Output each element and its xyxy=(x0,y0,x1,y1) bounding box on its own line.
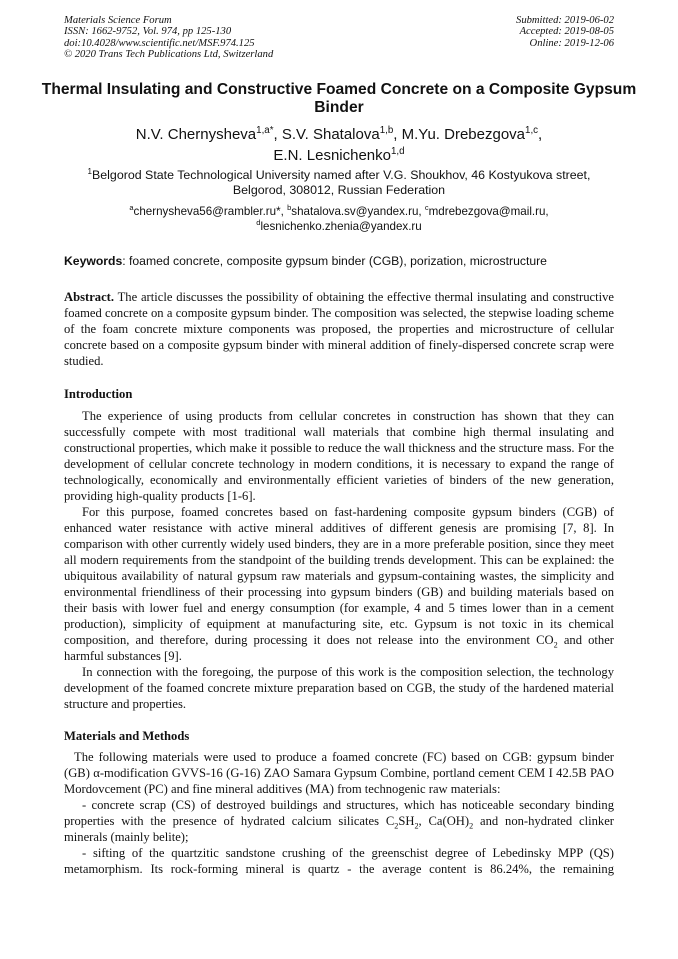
section-heading: Materials and Methods xyxy=(64,729,190,743)
author: S.V. Shatalova$^{1,b}$, xyxy=(281,125,402,143)
paragraph: The following materials were used to produce a foamed concrete (FC) based on CGB: gypsum binder (GB) α-modification GVVS-16 (G-16) ZAO Samara Gypsum Combine, portland cement CEM I 42.5B PAO Mordovcement (PC) and fine mineral additives (MA) from technogenic raw materials: xyxy=(64,750,614,796)
email: $^c$mdrebezgova@mail.ru, xyxy=(424,203,549,218)
author: N.V. Chernysheva$^{1,a*}$, xyxy=(135,125,282,143)
introduction-section xyxy=(64,386,614,712)
paper-title: Thermal Insulating and Constructive Foamed Concrete on a Composite Gypsum Binder xyxy=(41,81,637,116)
submitted-date: Submitted: 2019-06-02 xyxy=(516,15,614,26)
paragraph: - sifting of the quartzitic sandstone crushing of the greenschist degree of Lebedinsky MPP (QS) metamorphism. Its rock-forming mineral is quartz - the average content is 86.24%, the remaining xyxy=(64,846,614,876)
author-emails xyxy=(40,204,638,234)
abstract-label: Abstract. xyxy=(64,290,115,304)
publication-dates xyxy=(516,15,614,49)
methods-section xyxy=(64,728,614,877)
author: E.N. Lesnichenko$^{1,d}$ xyxy=(273,146,405,164)
affiliation: $^1$Belgorod State Technological University named after V.G. Shoukhov, 46 Kostyukova street, Belgorod, 308012, Russian Federation xyxy=(87,166,591,197)
paragraph: For this purpose, foamed concretes based on fast-hardening composite gypsum binders (CGB) of enhanced water resistance with active mineral additives of different genesis are promising [7, 8]. In comparison with other currently widely used binders, they are in a more preferable position, since they meet all modern requirements from the standpoint of the building trends development. This can be explained: the ubiquitous availability of natural gypsum raw materials and gypsum-containing wastes, the simplicity and environmental friendliness of their processing into gypsum binders (GB) and building materials based on their basis with lower fuel and energy consumption (for example, 4 and 5 times lower than in a cement production), simplicity of equipment at manufacturing site, etc. Gypsum is not toxic in its chemical composition, and therefore, during processing it does not release into the environment $CO_2$ and other harmful substances [9]. xyxy=(64,505,614,663)
journal-info xyxy=(64,15,273,61)
journal-copyright: © 2020 Trans Tech Publications Ltd, Switzerland xyxy=(64,49,274,61)
paragraph: The experience of using products from cellular concretes in construction has shown that they can successfully compete with most traditional wall materials that combine high thermal insulating and constructional properties, which make it possible to reduce the wall thickness and the structure mass. For the development of cellular concrete technology in modern conditions, it is necessary to expand the range of technologically, economically and environmentally efficient varieties of binders of the new generation, providing high-quality products [1-6]. xyxy=(64,409,614,503)
abstract xyxy=(64,289,614,369)
abstract-text: The article discusses the possibility of obtaining the effective thermal insulating and constructive foamed concrete on a composite gypsum binder. The composition was selected, the stepwise loading scheme of the foam concrete mixture components was proposed, the properties and microstructure of cellular concrete based on a composite gypsum binder with mineral addition of finely-dispersed concrete scrap were studied. xyxy=(64,290,614,368)
keywords-text: : foamed concrete, composite gypsum binder (CGB), porization, microstructure xyxy=(122,254,547,268)
keywords-label: Keywords xyxy=(64,254,123,268)
author-list xyxy=(40,124,638,166)
journal-name: Materials Science Forum xyxy=(64,15,172,26)
email: $^b$shatalova.sv@yandex.ru, xyxy=(287,203,425,218)
email: $^d$lesnichenko.zhenia@yandex.ru xyxy=(256,218,422,233)
email: $^a$chernysheva56@rambler.ru*, xyxy=(129,203,288,218)
keywords xyxy=(64,254,547,268)
journal-doi: doi:10.4028/www.scientific.net/MSF.974.125 xyxy=(64,37,255,49)
online-date: Online: 2019-12-06 xyxy=(529,37,614,49)
accepted-date: Accepted: 2019-08-05 xyxy=(519,26,614,38)
paragraph: - concrete scrap (CS) of destroyed buildings and structures, which has noticeable secondary binding properties with the presence of hydrated calcium silicates $C_2SH_2$, $Ca(OH)_2$ and non-hydrated clinker minerals (mainly belite); xyxy=(64,798,614,844)
paragraph: In connection with the foregoing, the purpose of this work is the composition selection, the technology development of the foamed concrete mixture preparation based on CGB, the study of the hardened material structure and properties. xyxy=(64,665,614,711)
section-heading: Introduction xyxy=(64,387,133,401)
journal-issn: ISSN: 1662-9752, Vol. 974, pp 125-130 xyxy=(64,26,232,38)
author: M.Yu. Drebezgova$^{1,c}$, xyxy=(401,125,543,143)
